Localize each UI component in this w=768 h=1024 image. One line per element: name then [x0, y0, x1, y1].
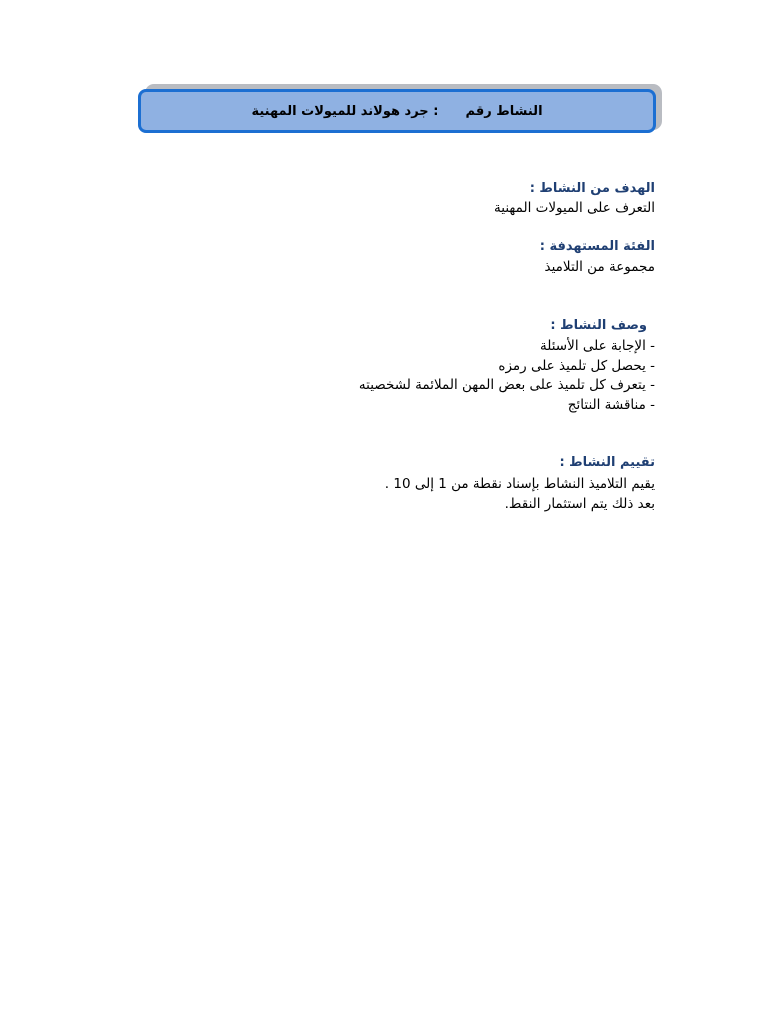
title-prefix: النشاط رقم — [465, 103, 543, 119]
target-heading: الفئة المستهدفة : — [539, 239, 655, 254]
description-item: - الإجابة على الأسئلة — [540, 338, 655, 354]
goal-heading: الهدف من النشاط : — [529, 181, 655, 196]
evaluation-heading: تقييم النشاط : — [559, 455, 655, 470]
evaluation-line: يقيم التلاميذ النشاط بإسناد نقطة من 1 إلى 10 . — [384, 476, 655, 492]
goal-text: التعرف على الميولات المهنية — [494, 200, 655, 216]
title-gap — [438, 104, 465, 119]
activity-title-box — [138, 89, 656, 133]
description-heading: وصف النشاط : — [550, 318, 647, 333]
evaluation-line: بعد ذلك يتم استثمار النقط. — [504, 496, 655, 512]
description-item: - مناقشة النتائج — [567, 397, 655, 413]
target-text: مجموعة من التلاميذ — [544, 259, 655, 275]
title-gap-2 — [429, 104, 434, 119]
title-name: جرد هولاند للميولات المهنية — [251, 103, 429, 119]
description-item: - يتعرف كل تلميذ على بعض المهن الملائمة لشخصيته — [358, 377, 655, 393]
title-separator: : — [433, 103, 439, 119]
description-item: - يحصل كل تلميذ على رمزه — [498, 358, 655, 374]
